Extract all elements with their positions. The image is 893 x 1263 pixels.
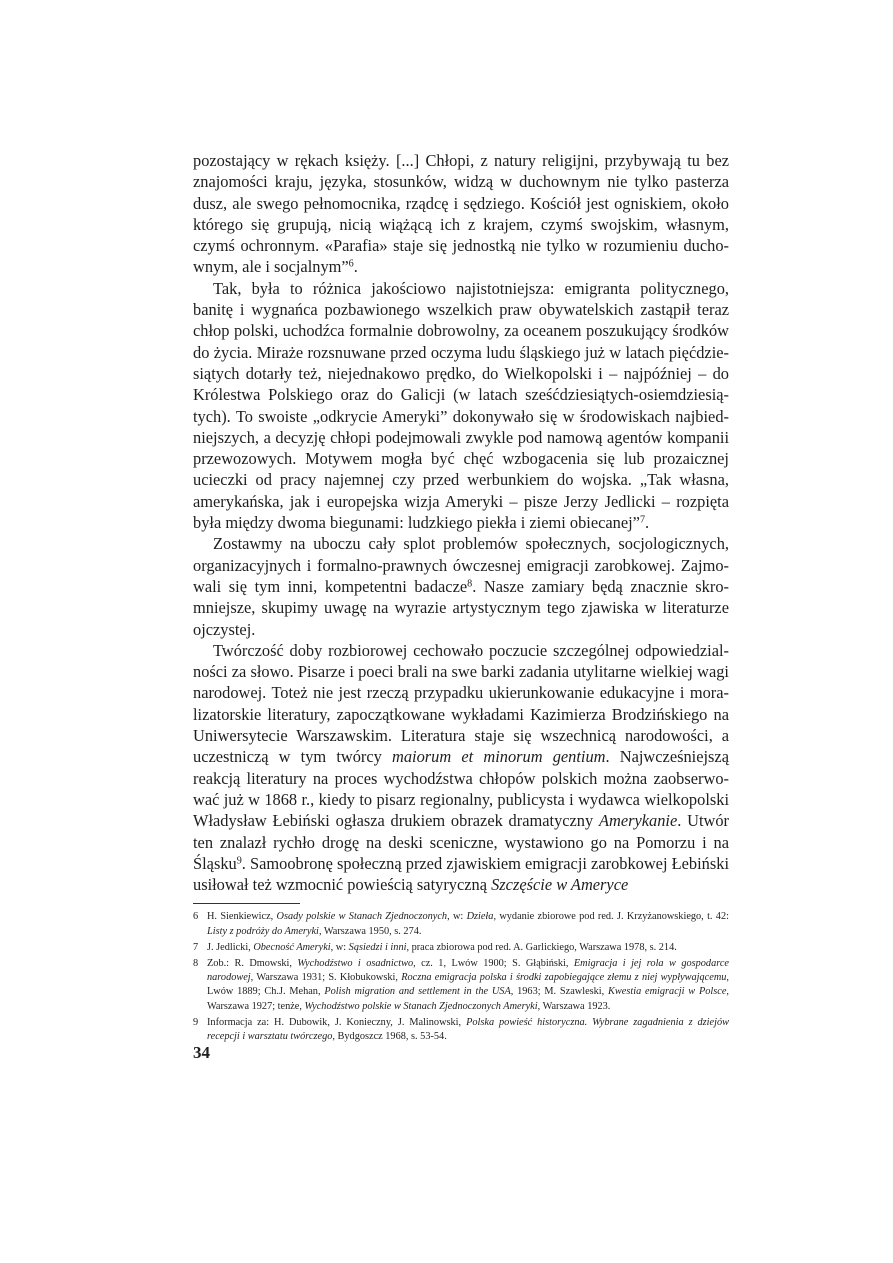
footnotes bbox=[193, 910, 729, 1044]
footnote-ref-9: 9 bbox=[236, 855, 242, 867]
footnote-ref-8: 8 bbox=[467, 578, 473, 590]
footnote-ref-7: 7 bbox=[639, 514, 646, 526]
paragraph-4: Twórczość doby rozbiorowej cechowało poczucie szczególnej odpowiedzialności za słowo. Pisarze i poeci brali na swe barki zadania utylitarne wielkiej wagi narodowej. Toteż nie jest rzeczą przypadku ukierunkowanie edukacyjne i moralizatorskie literatury, zapoczątkowane wykładami Kazimierza Brodzińskiego na Uniwersytecie Warszawskim. Literatura staje się wszechnicą narodowości, a uczestniczą w tym twórcy maiorum et minorum gentium. Najwcześniejszą reakcją literatury na proces wychodźstwa chłopów polskich można zaobserwować już w 1868 r., kiedy to pisarz regionalny, publicysta i wydawca wielkopolski Władysław Łebiński ogłasza drukiem obrazek dramatyczny Amerykanie. Utwór ten znalazł rychło drogę na deski sceniczne, wystawiono go na Pomorzu i na Śląsku$^9$. Samoobronę społeczną przed zjawiskiem emigracji zarobkowej Łebiński usiłował też wzmocnić powieścią satyryczną Szczęście w Ameryce bbox=[193, 640, 729, 895]
paragraph-2: Tak, była to różnica jakościowo najistotniejsza: emigranta politycznego, banitę i wygnańca pozbawionego wszelkich praw obywatelskich zastąpił teraz chłop polski, uchodźca formalnie dobrowolny, za oceanem poszukujący środków do życia. Miraże rozsnuwane przed oczyma ludu śląskiego już w latach pięćdziesiątych dotarły też, niejednakowo prędko, do Wielkopolski i – najpóźniej – do Królestwa Polskiego oraz do Galicji (w latach sześćdziesiątych-osiemdziesiątych). To swoiste „odkrycie Ameryki” dokonywało się w środowiskach najbiedniejszych, a decyzję chłopi podejmowali zwykle pod namową agentów kompanii przewozowych. Motywem mogła być chęć wzbogacenia się lub prozaicznej ucieczki od pracy najemnej czy przed werbunkiem do wojska. „Tak własna, amerykańska, jak i europejska wizja Ameryki – pisze Jerzy Jedlicki – rozpięta była między dwoma biegunami: ludzkiego piekła i ziemi obiecanej”$^7$. bbox=[193, 278, 729, 533]
footnote-ref-6: 6 bbox=[348, 258, 354, 270]
main-text bbox=[193, 150, 729, 895]
page-content bbox=[193, 150, 729, 1046]
paragraph-1: pozostający w rękach księży. [...] Chłopi, z natury religijni, przybywają tu bez znajomości kraju, języka, stosunków, widzą w duchownym nie tylko pasterza dusz, ale swego pełnomocnika, rządcę i sędziego. Kościół jest ogniskiem, około którego się grupują, nicią wiążącą ich z krajem, czymś swojskim, własnym, czymś ochronnym. «Parafia» staje się jednostką nie tylko w rozumieniu duchownym, ale i socjalnym”$^6$. bbox=[193, 151, 729, 277]
page-number: 34 bbox=[193, 1043, 210, 1062]
footnote-6: 6 H. Sienkiewicz, Osady polskie w Stanach Zjednoczonych, w: Dzieła, wydanie zbiorowe pod red. J. Krzyżanowskiego, t. 42: Listy z podróży do Ameryki, Warszawa 1950, s. 274. bbox=[193, 911, 729, 937]
paragraph-3: Zostawmy na uboczu cały splot problemów społecznych, socjologicznych, organizacyjnych i formalno-prawnych ówczesnej emigracji zarobkowej. Zajmowali się tym inni, kompetentni badacze$^8$. Nasze zamiary będą znacznie skromniejsze, skupimy uwagę na wyrazie artystycznym tego zjawiska w literaturze ojczystej. bbox=[193, 534, 729, 639]
footnote-9: 9 Informacja za: H. Dubowik, J. Konieczny, J. Malinowski, Polska powieść historyczna. Wybrane zagadnienia z dziejów recepcji i warsztatu twórczego, Bydgoszcz 1968, s. 53-54. bbox=[193, 1016, 729, 1043]
footnote-7: 7 J. Jedlicki, Obecność Ameryki, w: Sąsiedzi i inni, praca zbiorowa pod red. A. Garlickiego, Warszawa 1978, s. 214. bbox=[193, 941, 677, 953]
footnote-8: 8 Zob.: R. Dmowski, Wychodźstwo i osadnictwo, cz. 1, Lwów 1900; S. Głąbiński, Emigracja i jej rola w gospodarce narodowej, Warszawa 1931; S. Kłobukowski, Roczna emigracja polska i środki zapobiegające złemu z niej wypływającemu, Lwów 1889; Ch.J. Mehan, Polish migration and settlement in the USA, 1963; M. Szawleski, Kwestia emigracji w Polsce, Warszawa 1927; tenże, Wychodźstwo polskie w Stanach Zjednoczonych Ameryki, Warszawa 1923. bbox=[193, 958, 729, 1012]
footnote-divider bbox=[193, 903, 300, 904]
